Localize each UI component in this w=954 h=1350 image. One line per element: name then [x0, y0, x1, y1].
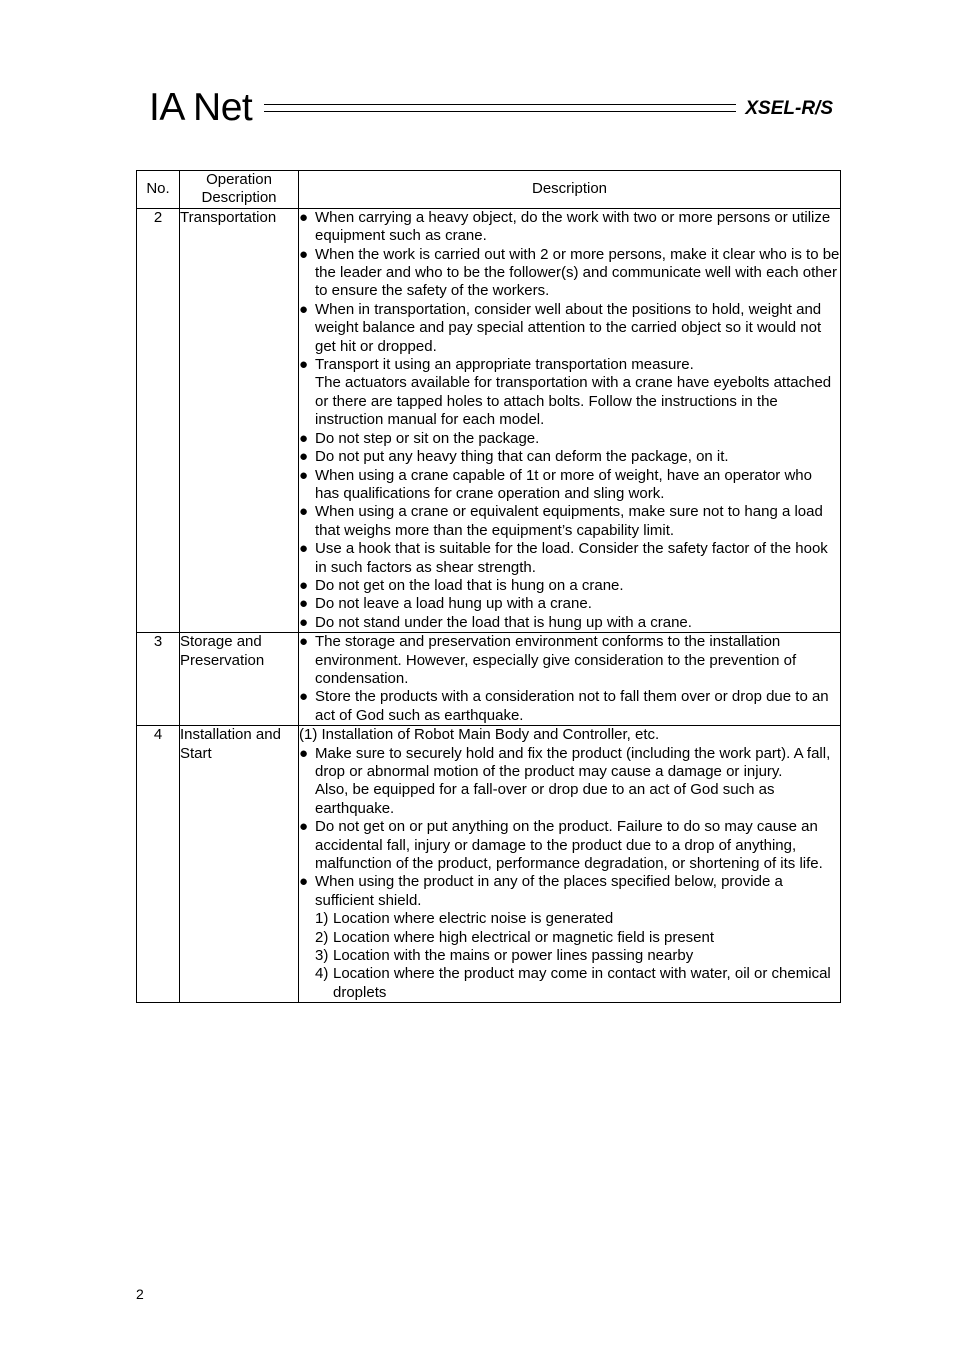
item-text: When using the product in any of the places specified below, provide a sufficient shield.: [315, 873, 783, 909]
bullet-icon: ●: [299, 613, 309, 631]
list-text: Location with the mains or power lines passing nearby: [333, 947, 694, 965]
item-text: Do not get on the load that is hung on a crane.: [315, 576, 624, 594]
description-item: [299, 818, 840, 873]
description-item: [299, 430, 840, 448]
description-item: [299, 467, 840, 504]
bullet-icon: ●: [299, 208, 309, 226]
item-text: Transport it using an appropriate transportation measure.: [315, 356, 694, 374]
product-model-label: XSEL-R/S: [745, 98, 833, 119]
item-text: Do not stand under the load that is hung up with a crane.: [315, 613, 692, 631]
description-cell: [299, 208, 841, 632]
item-text: Make sure to securely hold and fix the product (including the work part). A fall, drop or abnormal motion of the product may cause a damage or injury.: [315, 744, 831, 780]
page-number: 2: [136, 1286, 144, 1302]
item-text: Use a hook that is suitable for the load. Consider the safety factor of the hook in such factors as shear strength.: [315, 540, 828, 576]
description-item: [299, 540, 840, 577]
list-text: Location where high electrical or magnetic field is present: [333, 928, 715, 946]
bullet-icon: ●: [299, 595, 309, 613]
item-text: Store the products with a consideration not to fall them over or drop due to an act of God such as earthquake.: [315, 688, 829, 724]
description-item: [299, 873, 840, 910]
operation-safety-table: [136, 170, 841, 1003]
bullet-icon: ●: [299, 503, 309, 521]
location-list-item: [299, 929, 840, 947]
description-item: [299, 209, 840, 246]
item-text: Do not get on or put anything on the product. Failure to do so may cause an accidental fall, injury or damage to the product due to a drop of anything, malfunction of the product, performance degradation, or shortening of its life.: [315, 818, 823, 873]
list-number: 4): [315, 965, 329, 983]
operation-name: Transportation: [180, 208, 299, 632]
description-item: [299, 781, 840, 818]
description-item: [299, 577, 840, 595]
row-number: 4: [137, 726, 180, 1003]
table-row: [137, 726, 841, 1003]
operation-name: Storage and Preservation: [180, 633, 299, 726]
description-item: [299, 356, 840, 374]
bullet-icon: ●: [299, 576, 309, 594]
description-item: [299, 301, 840, 356]
description-cell: [299, 726, 841, 1003]
location-list-item: [299, 947, 840, 965]
section-heading: (1) Installation of Robot Main Body and Controller, etc.: [299, 726, 660, 744]
header-description: Description: [299, 171, 841, 209]
bullet-icon: ●: [299, 245, 309, 263]
bullet-icon: ●: [299, 633, 309, 651]
location-list-item: [299, 910, 840, 928]
item-text: Do not step or sit on the package.: [315, 429, 540, 447]
bullet-icon: ●: [299, 688, 309, 706]
bullet-icon: ●: [299, 466, 309, 484]
table-header-row: [137, 171, 841, 209]
description-item: [299, 595, 840, 613]
item-text: The actuators available for transportation with a crane have eyebolts attached or there are tapped holes to attach bolts. Follow the instructions in the instruction manual for each model.: [315, 374, 832, 429]
row-number: 3: [137, 633, 180, 726]
list-text: Location where electric noise is generated: [333, 910, 614, 928]
bullet-icon: ●: [299, 300, 309, 318]
bullet-icon: ●: [299, 540, 309, 558]
list-number: 3): [315, 947, 329, 965]
table-row: [137, 633, 841, 726]
item-text: When the work is carried out with 2 or more persons, make it clear who is to be the leader and who to be the follower(s) and communicate well with each other to ensure the safety of the workers.: [315, 245, 840, 300]
row-number: 2: [137, 208, 180, 632]
header-no: No.: [137, 171, 180, 209]
bullet-icon: ●: [299, 744, 309, 762]
bullet-icon: ●: [299, 818, 309, 836]
description-item: [299, 688, 840, 725]
table-row: [137, 208, 841, 632]
list-number: 1): [315, 910, 329, 928]
description-item: [299, 633, 840, 688]
description-cell: [299, 633, 841, 726]
bullet-icon: ●: [299, 873, 309, 891]
list-text: Location where the product may come in contact with water, oil or chemical droplets: [333, 965, 831, 1001]
header-operation-description: Operation Description: [180, 171, 299, 209]
header-double-rule: [264, 104, 736, 112]
item-text: When in transportation, consider well about the positions to hold, weight and weight balance and pay special attention to the carried object so it would not get hit or dropped.: [315, 300, 822, 355]
bullet-icon: ●: [299, 429, 309, 447]
item-text: The storage and preservation environment conforms to the installation environment. However, especially give consideration to the prevention of condensation.: [315, 633, 797, 687]
item-text: When using a crane capable of 1t or more of weight, have an operator who has qualifications for crane operation and sling work.: [315, 466, 812, 502]
operation-name: Installation and Start: [180, 726, 299, 1003]
item-text: When carrying a heavy object, do the work with two or more persons or utilize equipment such as crane.: [315, 208, 831, 245]
item-text: Do not leave a load hung up with a crane.: [315, 595, 592, 613]
description-item: [299, 448, 840, 466]
description-item: [299, 614, 840, 632]
location-list-item: [299, 965, 840, 1002]
list-number: 2): [315, 928, 329, 946]
bullet-icon: ●: [299, 356, 309, 374]
description-item: [299, 374, 840, 429]
description-item: [299, 246, 840, 301]
document-brand-title: IA Net: [149, 86, 253, 129]
item-text: Also, be equipped for a fall-over or drop due to an act of God such as earthquake.: [315, 781, 775, 817]
bullet-icon: ●: [299, 448, 309, 466]
description-item: [299, 745, 840, 782]
item-text: Do not put any heavy thing that can deform the package, on it.: [315, 448, 729, 466]
description-item: [299, 503, 840, 540]
item-text: When using a crane or equivalent equipments, make sure not to hang a load that weighs more than the equipment’s capability limit.: [315, 503, 823, 539]
